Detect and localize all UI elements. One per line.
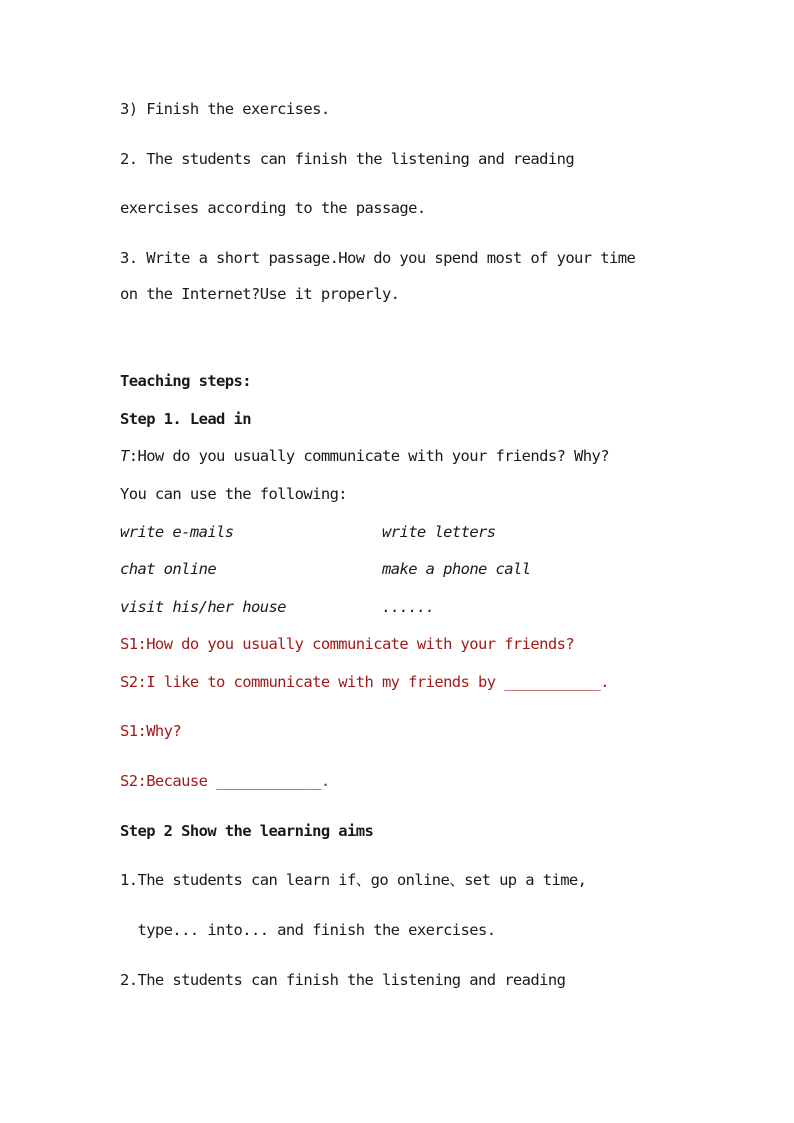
step2-heading: Step 2 Show the learning aims (120, 822, 374, 840)
step1-heading: Step 1. Lead in (120, 410, 251, 428)
option-ellipsis: ...... (382, 598, 435, 616)
dialogue-s2-because: S2:Because ____________. (120, 772, 330, 790)
learning-aim-1b: type... into... and finish the exercises. (120, 921, 496, 939)
aim-line-3a: 3. Write a short passage.How do you spend most of your time (120, 249, 636, 267)
teacher-question-text: :How do you usually communicate with your friends? Why? (128, 447, 609, 465)
aim-line-2a: 2. The students can finish the listening and reading (120, 150, 575, 168)
exercise-item-3: 3) Finish the exercises. (120, 100, 330, 118)
aim-line-3b: on the Internet?Use it properly. (120, 285, 400, 303)
option-write-letters: write letters (382, 523, 496, 541)
option-write-emails: write e-mails (120, 523, 234, 541)
option-row-2 (120, 559, 680, 579)
option-phone-call: make a phone call (382, 560, 531, 578)
dialogue-s1-question: S1:How do you usually communicate with your friends? (120, 635, 575, 653)
learning-aim-2: 2.The students can finish the listening and reading (120, 971, 566, 989)
option-row-3 (120, 597, 680, 617)
learning-aim-1a: 1.The students can learn if、go online、set up a time, (120, 871, 587, 889)
teaching-steps-heading: Teaching steps: (120, 372, 251, 390)
option-chat-online: chat online (120, 560, 217, 578)
option-visit-house: visit his/her house (120, 598, 286, 616)
aim-line-2b: exercises according to the passage. (120, 199, 426, 217)
teacher-label: T (120, 447, 129, 465)
dialogue-s1-why: S1:Why? (120, 722, 182, 740)
dialogue-s2-answer: S2:I like to communicate with my friends by ___________. (120, 673, 609, 691)
option-row-1 (120, 522, 680, 542)
use-following: You can use the following: (120, 485, 348, 503)
teacher-question (120, 446, 609, 466)
